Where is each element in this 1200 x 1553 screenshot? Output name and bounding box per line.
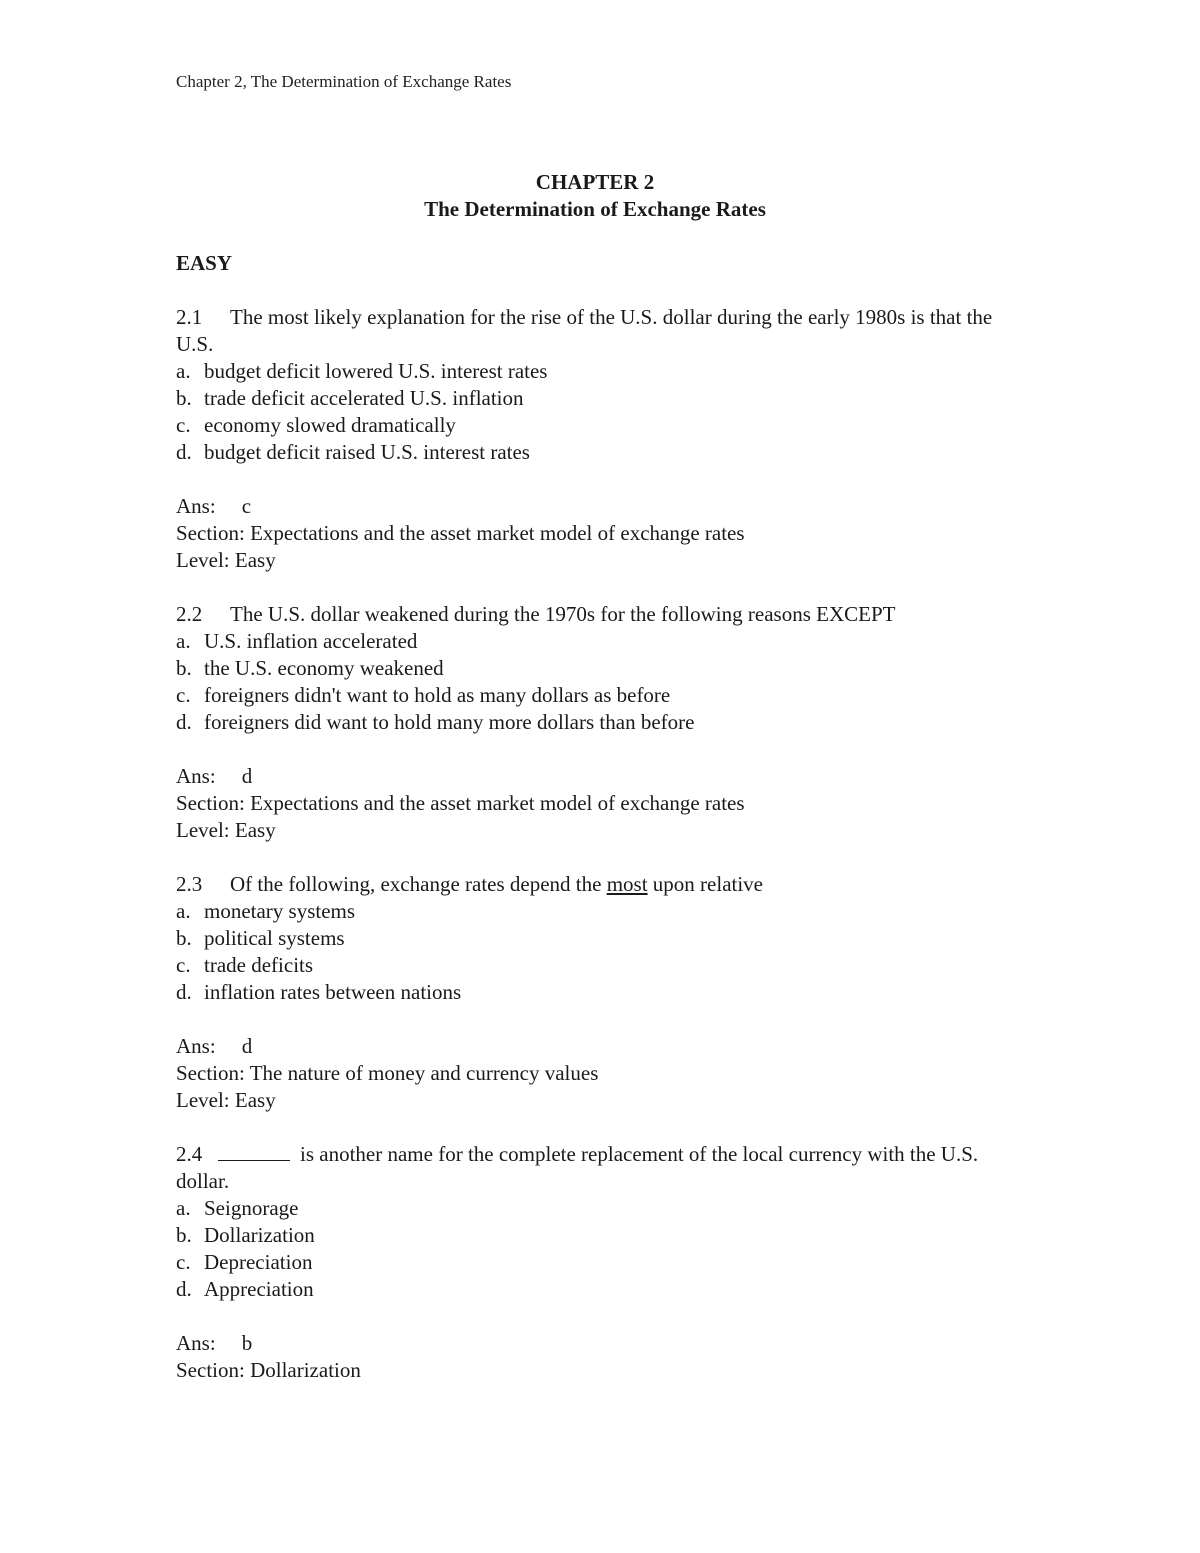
answer-option: [176, 682, 1026, 709]
answer-option: [176, 655, 1026, 682]
answer-label: Ans:: [176, 1331, 216, 1355]
difficulty-heading: EASY: [176, 251, 233, 275]
option-text: Dollarization: [204, 1223, 315, 1247]
question-text: The U.S. dollar weakened during the 1970s for the following reasons EXCEPT: [230, 602, 896, 626]
fill-in-blank: [218, 1142, 290, 1161]
answer-option: [176, 925, 1026, 952]
section-line: Section: The nature of money and currency values: [176, 1061, 599, 1085]
answer-label: Ans:: [176, 1034, 216, 1058]
option-text: economy slowed dramatically: [204, 413, 456, 437]
answer-value: d: [241, 1034, 253, 1058]
level-line: Level: Easy: [176, 548, 276, 572]
option-letter: d.: [176, 440, 192, 464]
option-letter: c.: [176, 683, 191, 707]
level-line: Level: Easy: [176, 1088, 276, 1112]
option-text: Seignorage: [204, 1196, 299, 1220]
option-letter: b.: [176, 926, 192, 950]
chapter-number: CHAPTER 2: [535, 170, 655, 194]
option-letter: d.: [176, 1277, 192, 1301]
question-block: [176, 1141, 1026, 1384]
document-body: [176, 250, 1026, 1384]
option-text: trade deficits: [204, 953, 314, 977]
answer-value: b: [241, 1331, 253, 1355]
option-letter: a.: [176, 359, 191, 383]
answer-option: [176, 439, 1026, 466]
answer-option: [176, 1222, 1026, 1249]
option-text: trade deficit accelerated U.S. inflation: [204, 386, 524, 410]
option-text: political systems: [204, 926, 345, 950]
answer-line: [176, 493, 1026, 520]
answer-label: Ans:: [176, 764, 216, 788]
option-letter: a.: [176, 629, 191, 653]
option-text: U.S. inflation accelerated: [204, 629, 418, 653]
chapter-title-block: [0, 169, 1190, 223]
emphasized-word: most: [606, 872, 648, 896]
chapter-title: The Determination of Exchange Rates: [424, 197, 766, 221]
answer-option: [176, 709, 1026, 736]
question-text: Of the following, exchange rates depend the: [230, 872, 602, 896]
answer-option: [176, 412, 1026, 439]
answer-line: [176, 1033, 1026, 1060]
answer-value: c: [241, 494, 252, 518]
question-stem: [176, 871, 1026, 898]
option-text: the U.S. economy weakened: [204, 656, 444, 680]
answer-option: [176, 1249, 1026, 1276]
answer-option: [176, 628, 1026, 655]
option-text: inflation rates between nations: [204, 980, 462, 1004]
running-header: Chapter 2, The Determination of Exchange Rates: [176, 72, 512, 91]
option-letter: d.: [176, 980, 192, 1004]
option-letter: a.: [176, 1196, 191, 1220]
answer-option: [176, 898, 1026, 925]
question-stem: [176, 1141, 1026, 1195]
option-letter: b.: [176, 656, 192, 680]
option-text: Depreciation: [204, 1250, 313, 1274]
answer-label: Ans:: [176, 494, 216, 518]
option-letter: a.: [176, 899, 191, 923]
option-letter: b.: [176, 1223, 192, 1247]
option-text: Appreciation: [204, 1277, 314, 1301]
option-text: foreigners didn't want to hold as many dollars as before: [204, 683, 671, 707]
answer-option: [176, 385, 1026, 412]
answer-option: [176, 952, 1026, 979]
option-letter: c.: [176, 953, 191, 977]
question-number: 2.2: [176, 602, 203, 626]
option-letter: c.: [176, 413, 191, 437]
question-number: 2.3: [176, 872, 203, 896]
question-block: [176, 871, 1026, 1141]
option-letter: b.: [176, 386, 192, 410]
question-stem: [176, 304, 1026, 358]
answer-line: [176, 763, 1026, 790]
section-line: Section: Dollarization: [176, 1358, 361, 1382]
answer-line: [176, 1330, 1026, 1357]
answer-option: [176, 1195, 1026, 1222]
answer-value: d: [241, 764, 253, 788]
section-line: Section: Expectations and the asset market model of exchange rates: [176, 791, 745, 815]
question-number: 2.4: [176, 1142, 203, 1166]
question-stem: [176, 601, 1026, 628]
answer-option: [176, 358, 1026, 385]
question-block: [176, 601, 1026, 871]
section-line: Section: Expectations and the asset market model of exchange rates: [176, 521, 745, 545]
question-text: is another name for the complete replacement of the local currency with the U.S. dollar.: [176, 1142, 979, 1193]
question-text: The most likely explanation for the rise of the U.S. dollar during the early 1980s is that the U.S.: [176, 305, 993, 356]
option-text: budget deficit lowered U.S. interest rates: [204, 359, 548, 383]
option-letter: d.: [176, 710, 192, 734]
question-block: [176, 304, 1026, 601]
option-text: budget deficit raised U.S. interest rates: [204, 440, 530, 464]
option-text: foreigners did want to hold many more dollars than before: [204, 710, 695, 734]
level-line: Level: Easy: [176, 818, 276, 842]
question-number: 2.1: [176, 305, 203, 329]
question-text: upon relative: [652, 872, 764, 896]
option-text: monetary systems: [204, 899, 356, 923]
answer-option: [176, 979, 1026, 1006]
option-letter: c.: [176, 1250, 191, 1274]
answer-option: [176, 1276, 1026, 1303]
